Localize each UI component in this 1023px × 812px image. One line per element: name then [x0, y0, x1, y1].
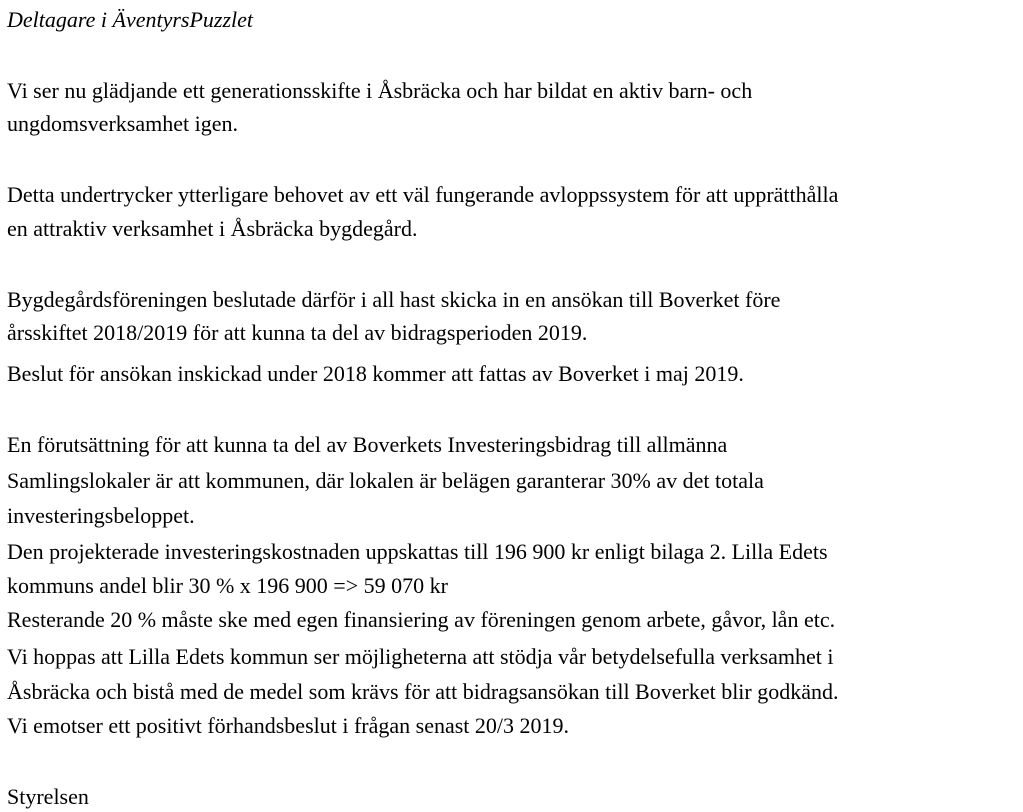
text-line: Vi emotser ett positivt förhandsbeslut i frågan senast 20/3 2019.: [7, 713, 570, 738]
text-line: Vi ser nu glädjande ett generationsskifte i Åsbräcka och har bildat en aktiv barn- och: [7, 78, 753, 103]
text-line: investeringsbeloppet.: [7, 503, 195, 528]
text-line: Resterande 20 % måste ske med egen finansiering av föreningen genom arbete, gåvor, lån etc.: [7, 607, 836, 632]
text-line: ungdomsverksamhet igen.: [7, 111, 238, 136]
signature: Styrelsen: [7, 784, 89, 809]
text-line: kommuns andel blir 30 % x 196 900 => 59 070 kr: [7, 573, 448, 598]
text-line: Bygdegårdsföreningen beslutade därför i all hast skicka in en ansökan till Boverket före: [7, 287, 781, 312]
text-line: Vi hoppas att Lilla Edets kommun ser möjligheterna att stödja vår betydelsefulla verksamhet i: [7, 644, 834, 669]
text-line: Detta undertrycker ytterligare behovet av ett väl fungerande avloppssystem för att upprätthålla: [7, 182, 839, 207]
text-line: En förutsättning för att kunna ta del av Boverkets Investeringsbidrag till allmänna: [7, 432, 728, 457]
text-line: Beslut för ansökan inskickad under 2018 kommer att fattas av Boverket i maj 2019.: [7, 361, 744, 386]
text-line: Den projekterade investeringskostnaden uppskattas till 196 900 kr enligt bilaga 2. Lilla Edets: [7, 539, 828, 564]
text-line: Samlingslokaler är att kommunen, där lokalen är belägen garanterar 30% av det totala: [7, 468, 764, 493]
text-line: årsskiftet 2018/2019 för att kunna ta del av bidragsperioden 2019.: [7, 320, 588, 345]
text-line: Åsbräcka och bistå med de medel som krävs för att bidragsansökan till Boverket blir godkänd.: [7, 679, 839, 704]
document-heading: Deltagare i ÄventyrsPuzzlet: [7, 7, 254, 32]
text-line: en attraktiv verksamhet i Åsbräcka bygdegård.: [7, 216, 418, 241]
